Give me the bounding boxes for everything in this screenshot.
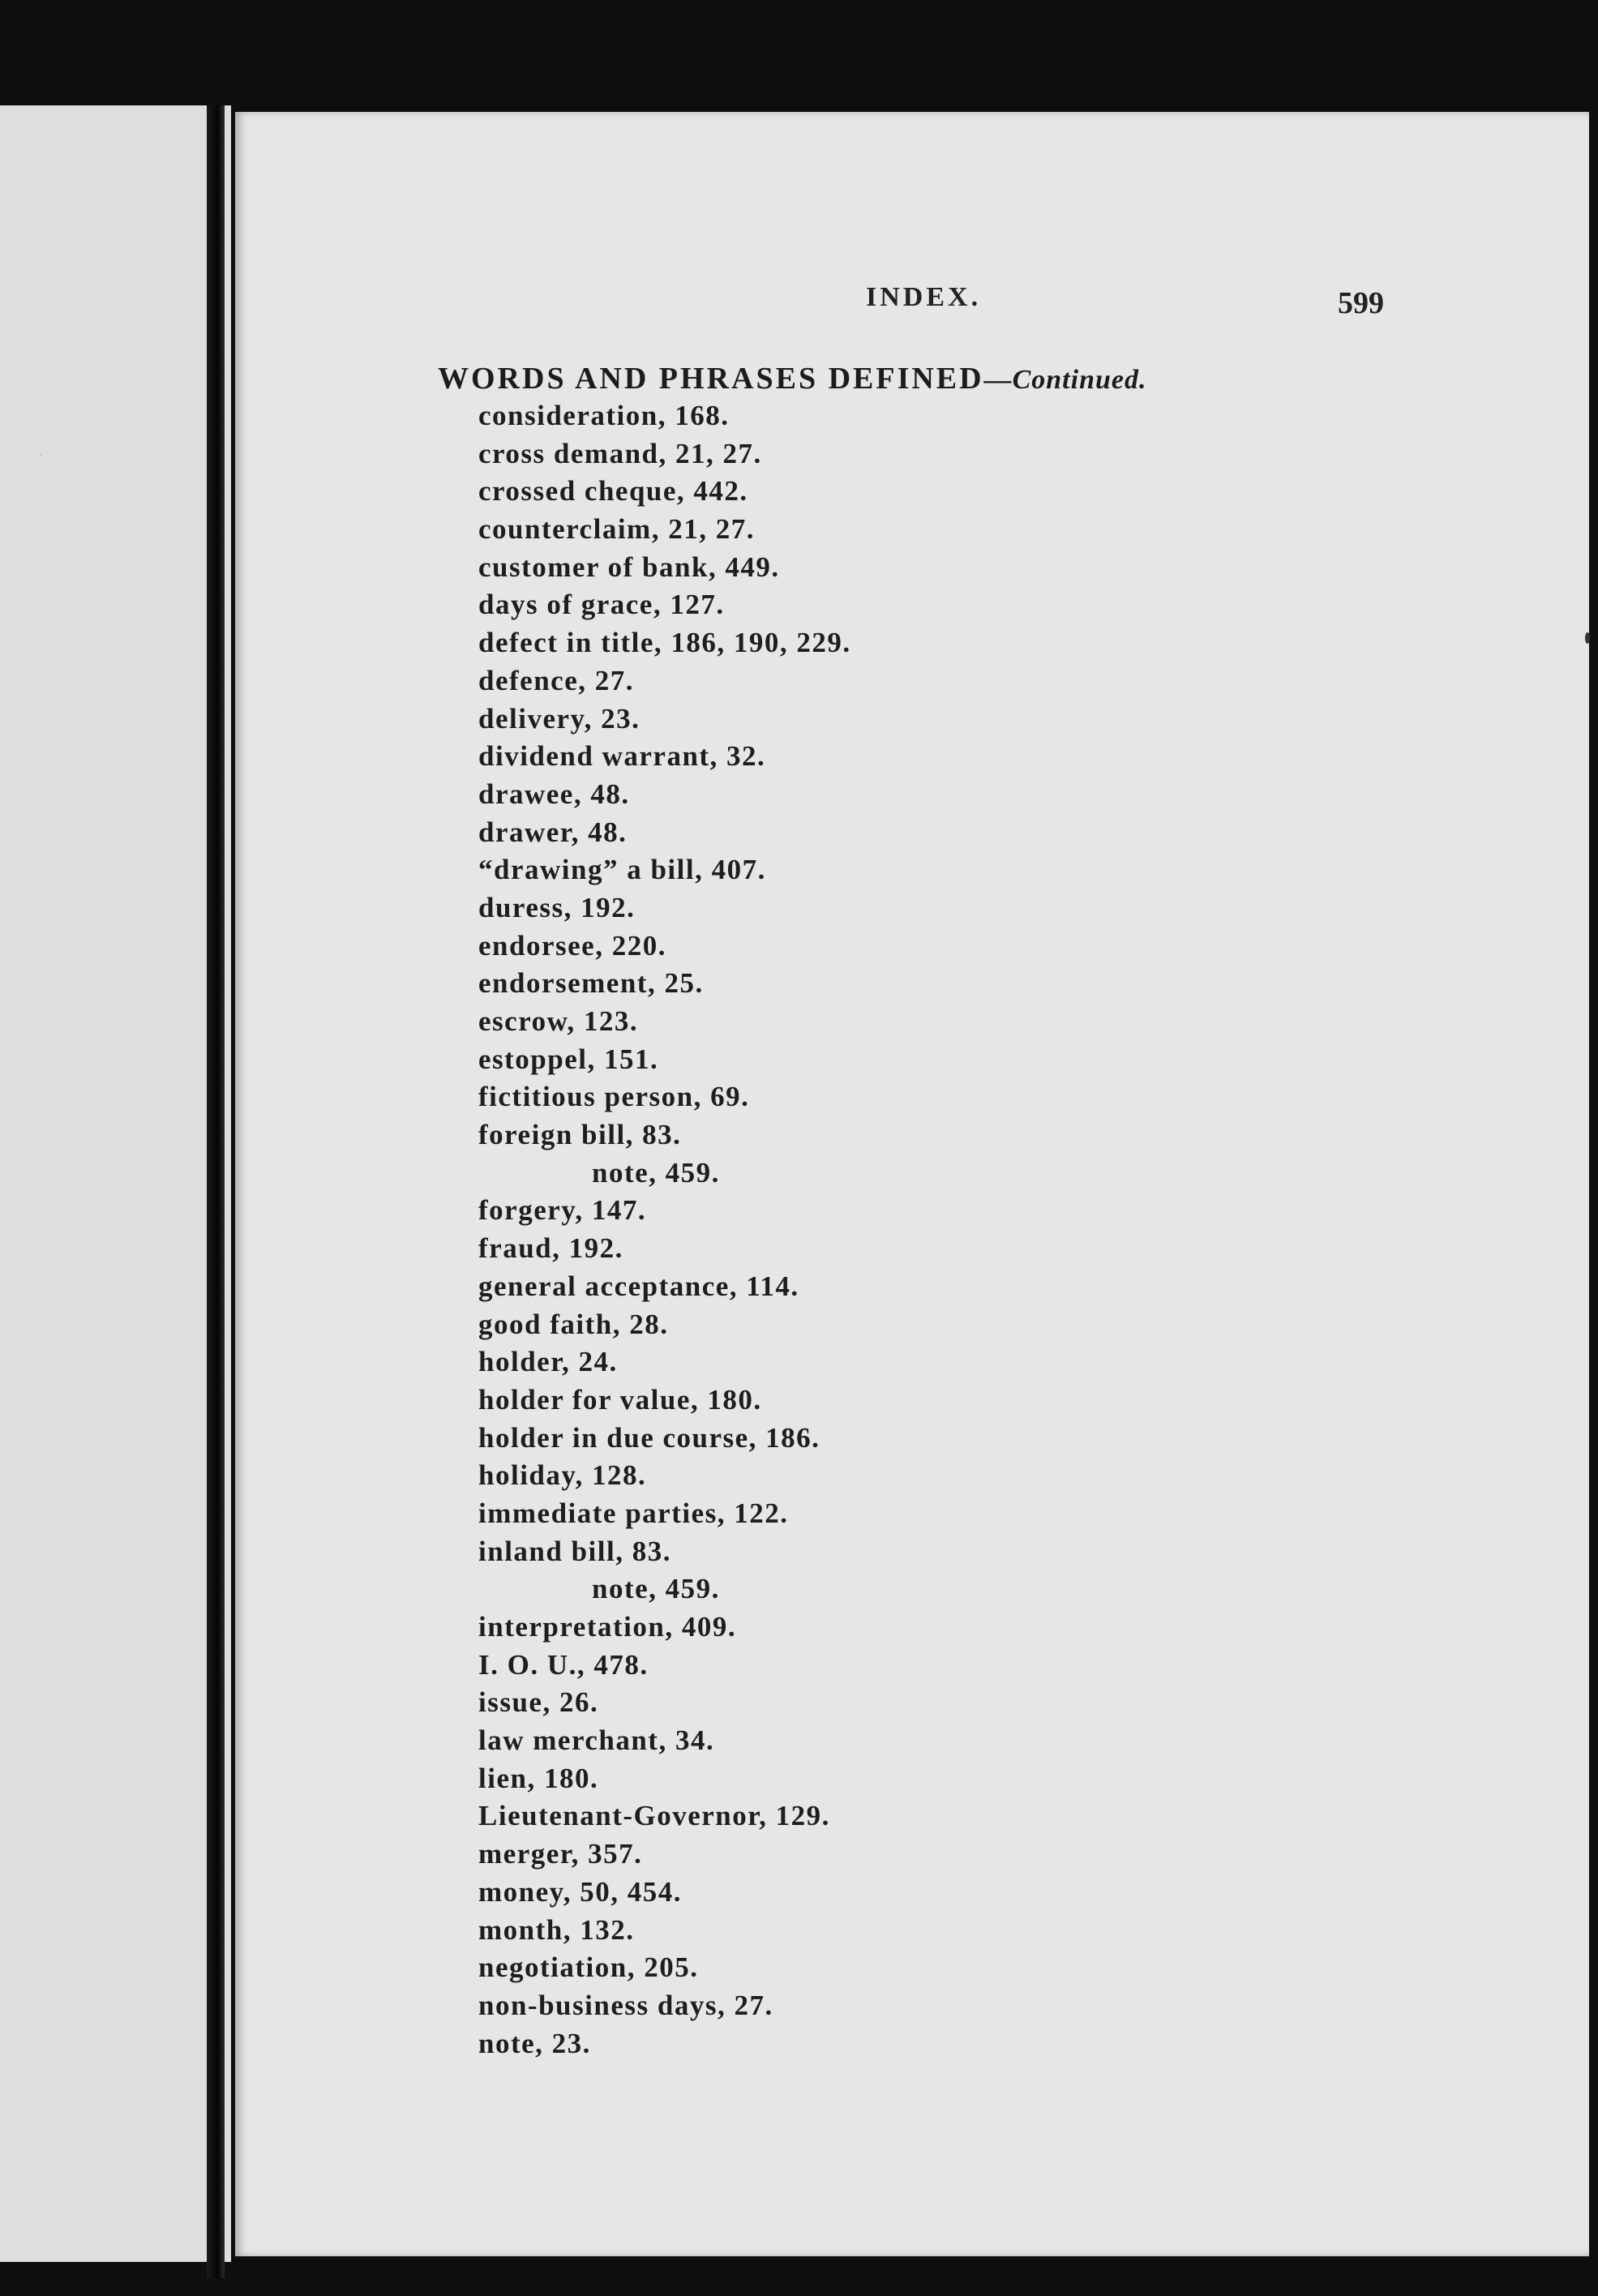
- index-entry: negotiation, 205.: [478, 1951, 699, 1984]
- index-entry: escrow, 123.: [478, 1005, 639, 1037]
- scan-speck: [39, 454, 42, 457]
- previous-page-edge: [0, 105, 231, 2262]
- index-entry: defect in title, 186, 190, 229.: [478, 627, 851, 659]
- scan-speck: [1585, 632, 1590, 644]
- section-heading-continued: —Continued.: [983, 365, 1147, 395]
- index-entry: crossed cheque, 442.: [478, 475, 748, 508]
- index-entry: customer of bank, 449.: [478, 550, 780, 583]
- index-entry: holder in due course, 186.: [478, 1421, 820, 1454]
- index-entry: drawee, 48.: [478, 777, 630, 810]
- index-entry: Lieutenant-Governor, 129.: [478, 1800, 830, 1832]
- index-subentry: note, 459.: [592, 1156, 720, 1189]
- index-entry: counterclaim, 21, 27.: [478, 513, 755, 546]
- index-entry: money, 50, 454.: [478, 1875, 682, 1908]
- index-entry: holiday, 128.: [478, 1459, 647, 1492]
- index-entry: endorsement, 25.: [478, 967, 704, 1000]
- index-entry: foreign bill, 83.: [478, 1119, 682, 1151]
- index-entry: days of grace, 127.: [478, 589, 725, 621]
- index-entry: fictitious person, 69.: [478, 1081, 750, 1113]
- index-page: [235, 112, 1589, 2256]
- index-entry: delivery, 23.: [478, 702, 640, 735]
- index-entry: immediate parties, 122.: [478, 1497, 789, 1529]
- index-entry: endorsee, 220.: [478, 929, 666, 962]
- index-entry: holder, 24.: [478, 1346, 618, 1378]
- section-heading: [438, 361, 1146, 396]
- index-entry: forgery, 147.: [478, 1194, 647, 1227]
- index-entry: consideration, 168.: [478, 400, 730, 431]
- index-entry: interpretation, 409.: [478, 1611, 737, 1643]
- index-entry: good faith, 28.: [478, 1308, 669, 1340]
- index-entry: I. O. U., 478.: [478, 1648, 649, 1681]
- index-entry: month, 132.: [478, 1913, 635, 1946]
- index-entry: fraud, 192.: [478, 1232, 623, 1265]
- book-gutter: [207, 105, 225, 2278]
- page-number: 599: [1338, 286, 1384, 320]
- index-entry: lien, 180.: [478, 1762, 599, 1794]
- index-entry: issue, 26.: [478, 1686, 599, 1719]
- index-entry: estoppel, 151.: [478, 1043, 659, 1075]
- section-heading-title: WORDS AND PHRASES DEFINED: [438, 362, 984, 396]
- running-head: INDEX.: [866, 282, 982, 312]
- index-entry: merger, 357.: [478, 1838, 643, 1870]
- index-entry: defence, 27.: [478, 664, 634, 696]
- index-entry: cross demand, 21, 27.: [478, 437, 762, 469]
- index-entry: non-business days, 27.: [478, 1989, 773, 2021]
- index-subentry: note, 459.: [592, 1573, 720, 1605]
- index-entry: law merchant, 34.: [478, 1724, 715, 1757]
- index-entry: dividend warrant, 32.: [478, 740, 766, 773]
- index-entry: holder for value, 180.: [478, 1383, 762, 1416]
- index-entry: “drawing” a bill, 407.: [478, 854, 766, 886]
- index-entry: general acceptance, 114.: [478, 1270, 799, 1302]
- index-entry: drawer, 48.: [478, 816, 628, 848]
- index-entry: duress, 192.: [478, 891, 636, 923]
- index-entry: inland bill, 83.: [478, 1535, 671, 1567]
- index-entry-list: [478, 397, 851, 2063]
- index-entry: note, 23.: [478, 2027, 591, 2059]
